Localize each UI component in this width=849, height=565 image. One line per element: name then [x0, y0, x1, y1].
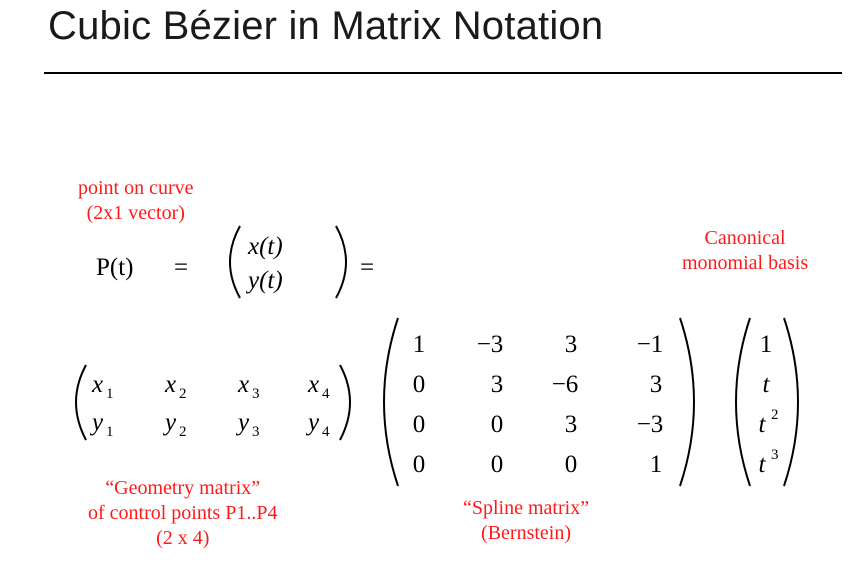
geometry-x2: x	[165, 371, 177, 398]
spline-m14: −1	[636, 331, 664, 358]
slide-title: Cubic Bézier in Matrix Notation	[48, 4, 604, 48]
spline-m41: 0	[412, 451, 426, 478]
spline-m23: −6	[551, 371, 579, 398]
spline-m44: 1	[649, 451, 663, 478]
geometry-annotation-line3: (2 x 4)	[156, 527, 210, 549]
geometry-left-paren	[76, 365, 86, 440]
basis-exponent-2: 2	[771, 407, 779, 423]
spline-annotation-line1: “Spline matrix”	[463, 497, 590, 519]
x-of-t: x(t)	[248, 233, 283, 260]
spline-m33: 3	[564, 411, 578, 438]
spline-matrix	[384, 318, 694, 486]
geometry-x3-sub: 3	[252, 386, 260, 402]
geometry-annotation-line2: of control points P1..P4	[88, 502, 278, 524]
spline-right-paren	[680, 318, 694, 486]
geometry-y1: y	[92, 409, 104, 436]
spline-m11: 1	[412, 331, 426, 358]
geometry-y3-sub: 3	[252, 424, 260, 440]
geometry-annotation-line1: “Geometry matrix”	[105, 477, 261, 499]
spline-m22: 3	[490, 371, 504, 398]
geometry-y3: y	[238, 409, 250, 436]
geometry-y2-sub: 2	[179, 424, 187, 440]
lhs-equation	[96, 226, 374, 298]
geometry-x1: x	[92, 371, 104, 398]
basis-left-paren	[736, 318, 750, 486]
basis-annotation-line1: Canonical	[704, 227, 786, 249]
basis-entry-t: t	[762, 371, 770, 398]
point-symbol: P(t)	[96, 254, 134, 281]
point-annotation-line1: point on curve	[78, 177, 194, 199]
basis-vector	[736, 318, 798, 486]
geometry-x2-sub: 2	[179, 386, 187, 402]
basis-entry-1: 1	[759, 331, 773, 358]
basis-entry-t3: t	[758, 451, 766, 478]
spline-annotation-line2: (Bernstein)	[481, 522, 572, 544]
vector-left-paren	[230, 226, 240, 298]
spline-m21: 0	[412, 371, 426, 398]
spline-m24: 3	[649, 371, 663, 398]
equals-sign-2: =	[360, 254, 375, 281]
geometry-x4: x	[308, 371, 320, 398]
point-annotation-line2: (2x1 vector)	[86, 202, 185, 224]
equals-sign: =	[174, 254, 189, 281]
basis-right-paren	[784, 318, 798, 486]
geometry-y4-sub: 4	[322, 424, 330, 440]
spline-m42: 0	[490, 451, 504, 478]
spline-m12: −3	[476, 331, 504, 358]
geometry-x3: x	[238, 371, 250, 398]
vector-right-paren	[336, 226, 346, 298]
spline-m32: 0	[490, 411, 504, 438]
basis-annotation-line2: monomial basis	[682, 252, 809, 274]
geometry-x4-sub: 4	[322, 386, 330, 402]
basis-exponent-3: 3	[771, 447, 779, 463]
y-of-t: y(t)	[248, 267, 283, 294]
geometry-x1-sub: 1	[106, 386, 114, 402]
spline-left-paren	[384, 318, 398, 486]
geometry-y2: y	[165, 409, 177, 436]
spline-m31: 0	[412, 411, 426, 438]
basis-entry-t2: t	[758, 411, 766, 438]
geometry-right-paren	[340, 365, 350, 440]
geometry-y4: y	[308, 409, 320, 436]
spline-m43: 0	[564, 451, 578, 478]
spline-m34: −3	[636, 411, 664, 438]
geometry-y1-sub: 1	[106, 424, 114, 440]
spline-m13: 3	[564, 331, 578, 358]
geometry-matrix	[76, 365, 350, 440]
